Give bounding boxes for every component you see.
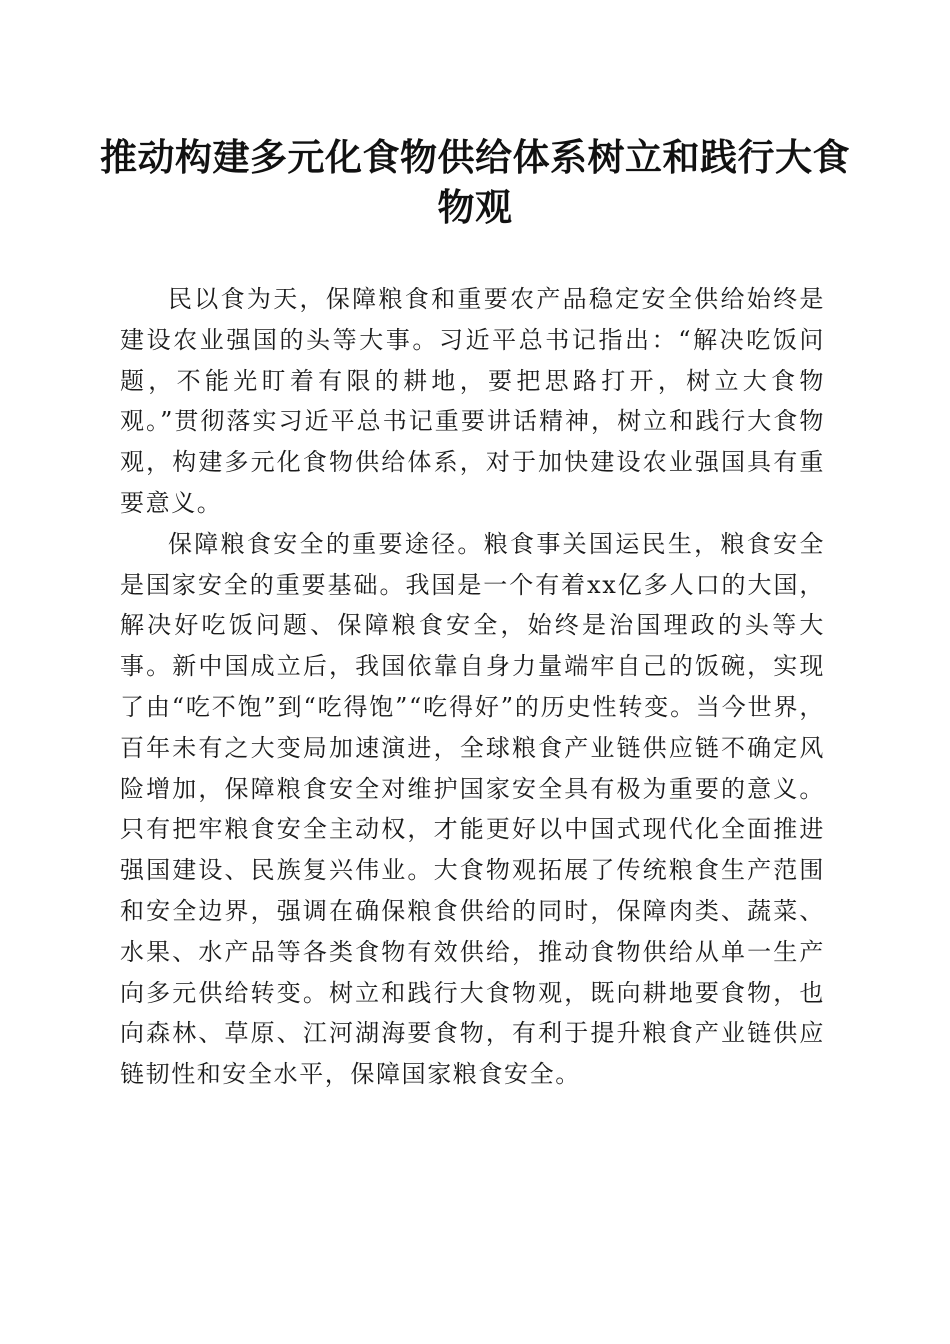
body-paragraph-2: 保障粮食安全的重要途径。粮食事关国运民生，粮食安全是国家安全的重要基础。我国是一个有着xx亿多人口的大国，解决好吃饭问题、保障粮食安全，始终是治国理政的头等大事。新中国成立后，我国依靠自身力量端牢自己的饭碗，实现了由“吃不饱”到“吃得饱”“吃得好”的历史性转变。当今世界，百年未有之大变局加速演进，全球粮食产业链供应链不确定风险增加，保障粮食安全对维护国家安全具有极为重要的意义。只有把牢粮食安全主动权，才能更好以中国式现代化全面推进强国建设、民族复兴伟业。大食物观拓展了传统粮食生产范围和安全边界，强调在确保粮食供给的同时，保障肉类、蔬菜、水果、水产品等各类食物有效供给，推动食物供给从单一生产向多元供给转变。树立和践行大食物观，既向耕地要食物，也向森林、草原、江河湖海要食物，有利于提升粮食产业链供应链韧性和安全水平，保障国家粮食安全。	[120, 529, 825, 1089]
body-paragraph-1: 民以食为天，保障粮食和重要农产品稳定安全供给始终是建设农业强国的头等大事。习近平总书记指出：“解决吃饭问题，不能光盯着有限的耕地，要把思路打开，树立大食物观。”贯彻落实习近平总书记重要讲话精神，树立和践行大食物观，构建多元化食物供给体系，对于加快建设农业强国具有重要意义。	[120, 285, 825, 517]
document-body	[120, 279, 825, 1095]
document-title: 推动构建多元化食物供给体系树立和践行大食物观	[100, 135, 850, 229]
